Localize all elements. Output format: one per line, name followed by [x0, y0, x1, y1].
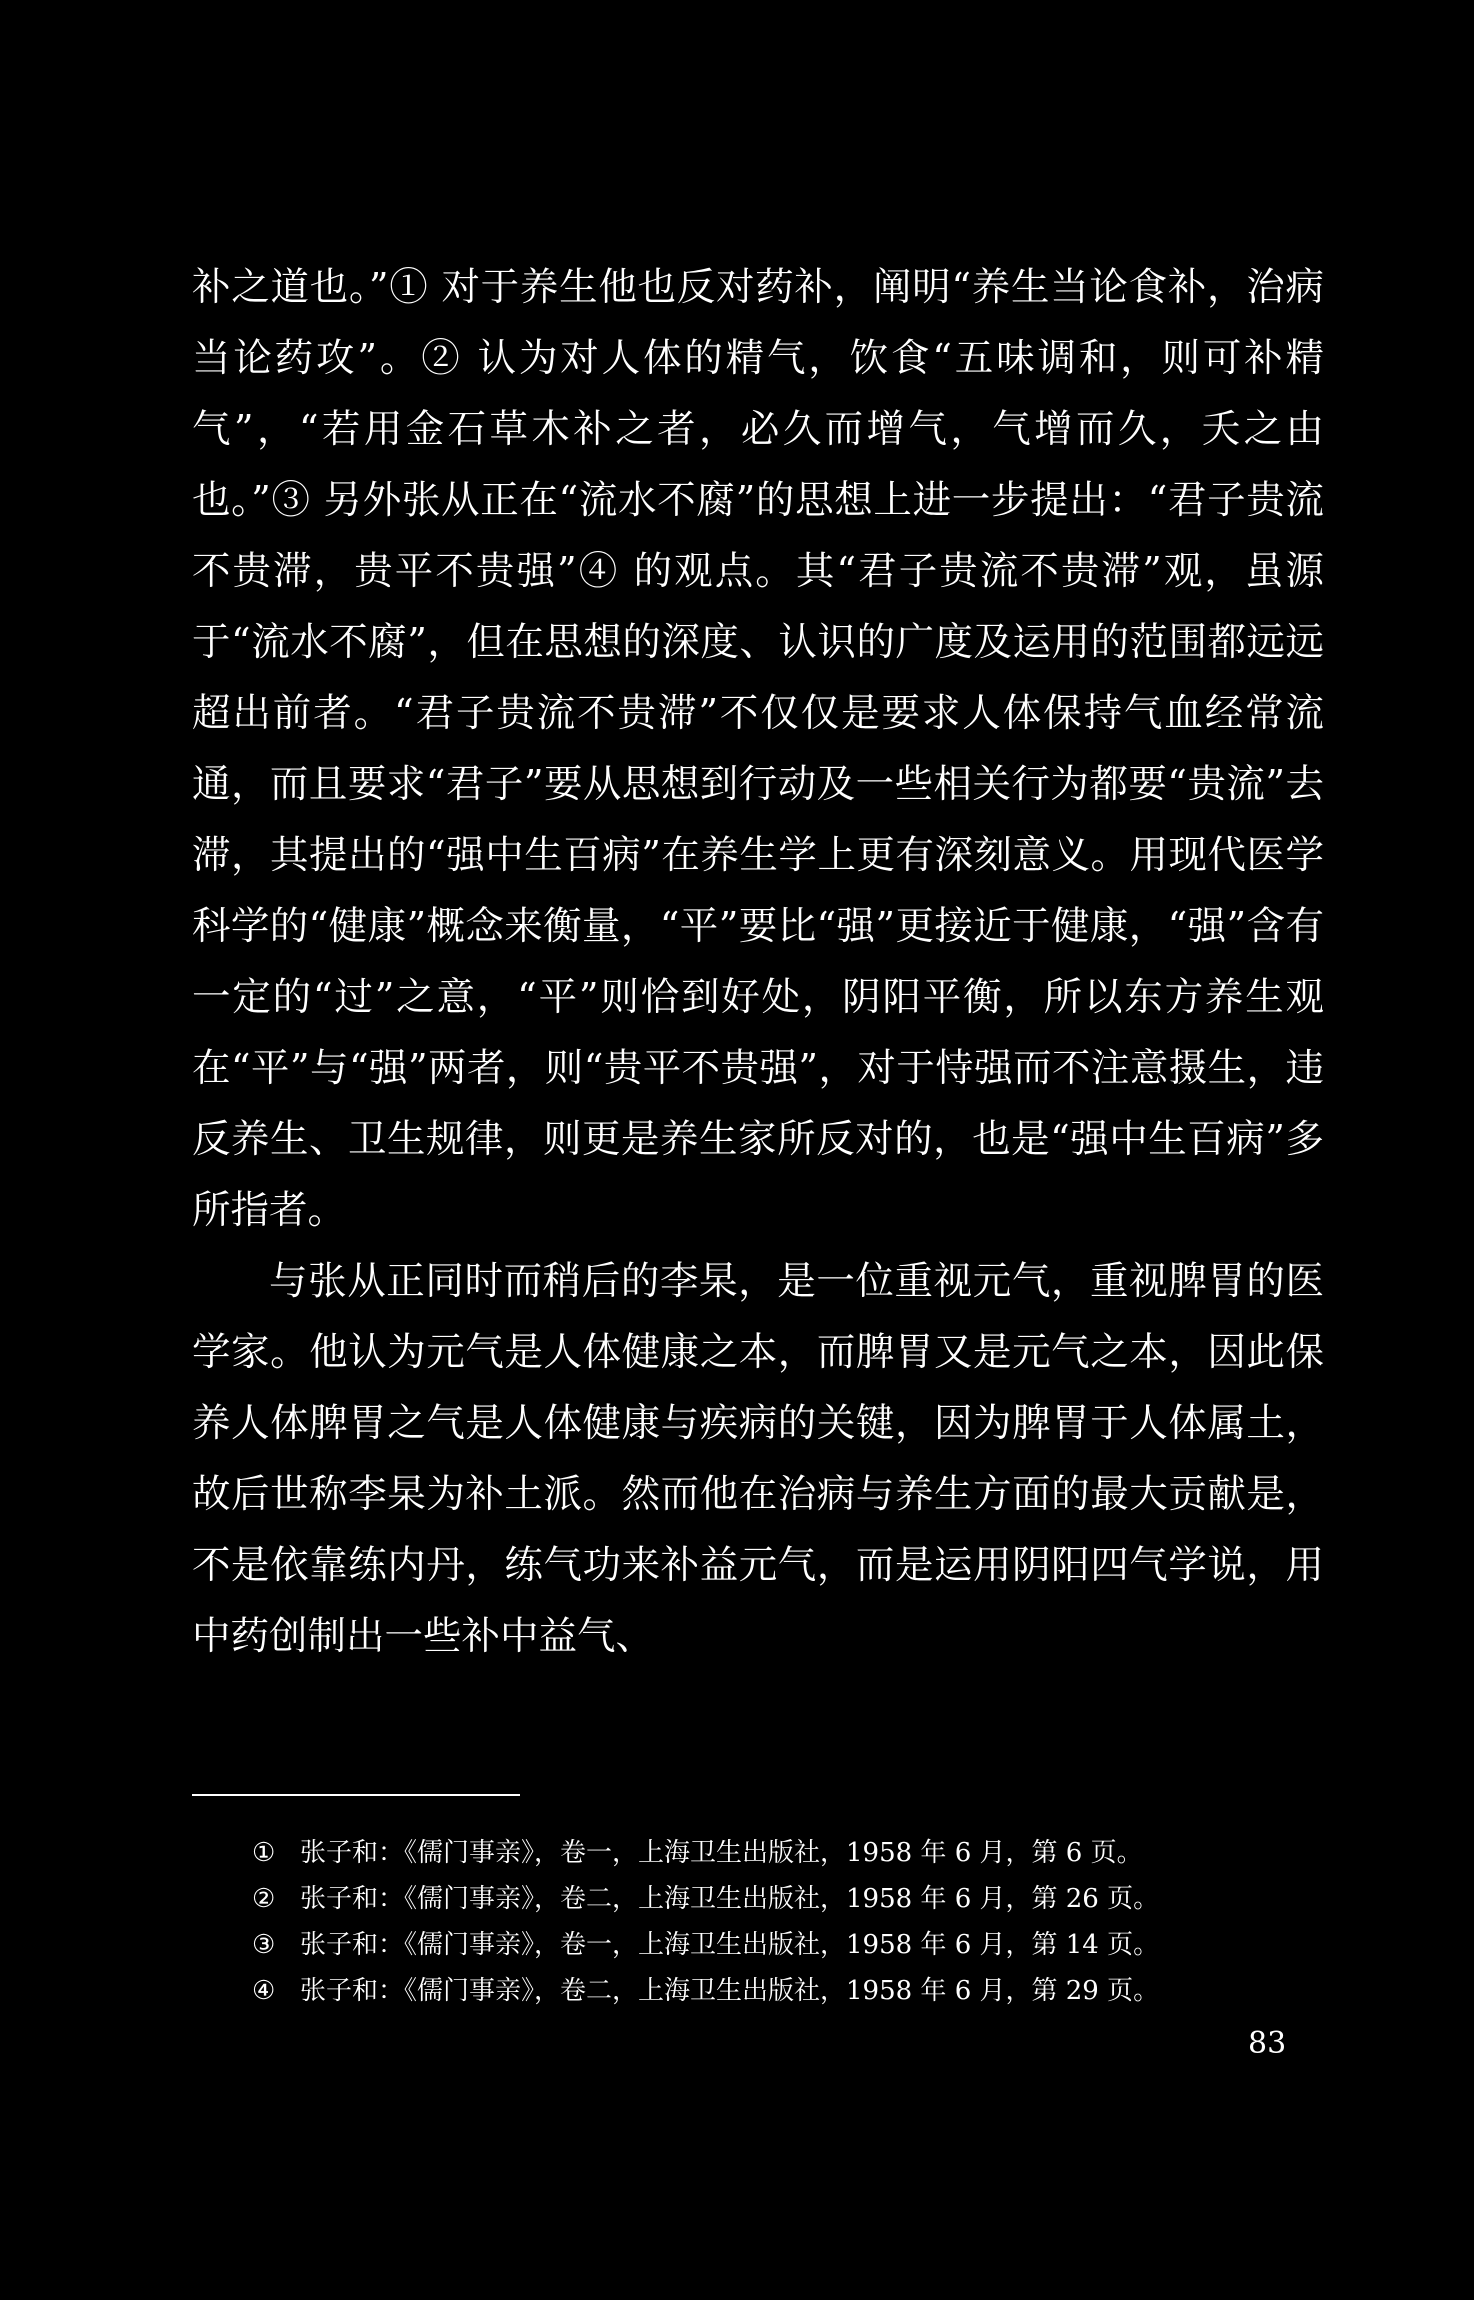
body-text [192, 252, 1324, 1672]
paragraph-2: 与张从正同时而稍后的李杲，是一位重视元气，重视脾胃的医学家。他认为元气是人体健康之本，而脾胃又是元气之本，因此保养人体脾胃之气是人体健康与疾病的关键，因为脾胃于人体属土，故后世称李杲为补土派。然而他在治病与养生方面的最大贡献是，不是依靠练内丹，练气功来补益元气，而是运用阴阳四气学说，用中药创制出一些补中益气、 [192, 1259, 1324, 1659]
footnotes [252, 1830, 1332, 2014]
footnote-marker: ④ [252, 1976, 276, 2006]
footnote-marker: ① [252, 1838, 276, 1868]
footnote-marker: ③ [252, 1930, 276, 1960]
footnote-2 [252, 1876, 1332, 1922]
footnote-marker: ② [252, 1884, 276, 1914]
footnote-separator [192, 1794, 520, 1796]
footnote-text: 张子和：《儒门事亲》，卷二，上海卫生出版社，1958 年 6 月，第 26 页。 [300, 1884, 1160, 1914]
footnote-text: 张子和：《儒门事亲》，卷一，上海卫生出版社，1958 年 6 月，第 14 页。 [300, 1930, 1160, 1960]
footnote-1 [252, 1830, 1332, 1876]
paragraph-1: 补之道也。”① 对于养生他也反对药补，阐明“养生当论食补，治病当论药攻”。② 认为对人体的精气，饮食“五味调和，则可补精气”，“若用金石草木补之者，必久而增气，气增而久，夭之由也。”③ 另外张从正在“流水不腐”的思想上进一步提出：“君子贵流不贵滞，贵平不贵强”④ 的观点。其“君子贵流不贵滞”观，虽源于“流水不腐”，但在思想的深度、认识的广度及运用的范围都远远超出前者。“君子贵流不贵滞”不仅仅是要求人体保持气血经常流通，而且要求“君子”要从思想到行动及一些相关行为都要“贵流”去滞，其提出的“强中生百病”在养生学上更有深刻意义。用现代医学科学的“健康”概念来衡量，“平”要比“强”更接近于健康，“强”含有一定的“过”之意，“平”则恰到好处，阴阳平衡，所以东方养生观在“平”与“强”两者，则“贵平不贵强”，对于恃强而不注意摄生，违反养生、卫生规律，则更是养生家所反对的，也是“强中生百病”多所指者。 [192, 265, 1324, 1233]
page-number: 83 [1248, 2026, 1287, 2061]
footnote-3 [252, 1922, 1332, 1968]
footnote-text: 张子和：《儒门事亲》，卷二，上海卫生出版社，1958 年 6 月，第 29 页。 [300, 1976, 1160, 2006]
footnote-text: 张子和：《儒门事亲》，卷一，上海卫生出版社，1958 年 6 月，第 6 页。 [300, 1838, 1143, 1868]
footnote-4 [252, 1968, 1332, 2014]
